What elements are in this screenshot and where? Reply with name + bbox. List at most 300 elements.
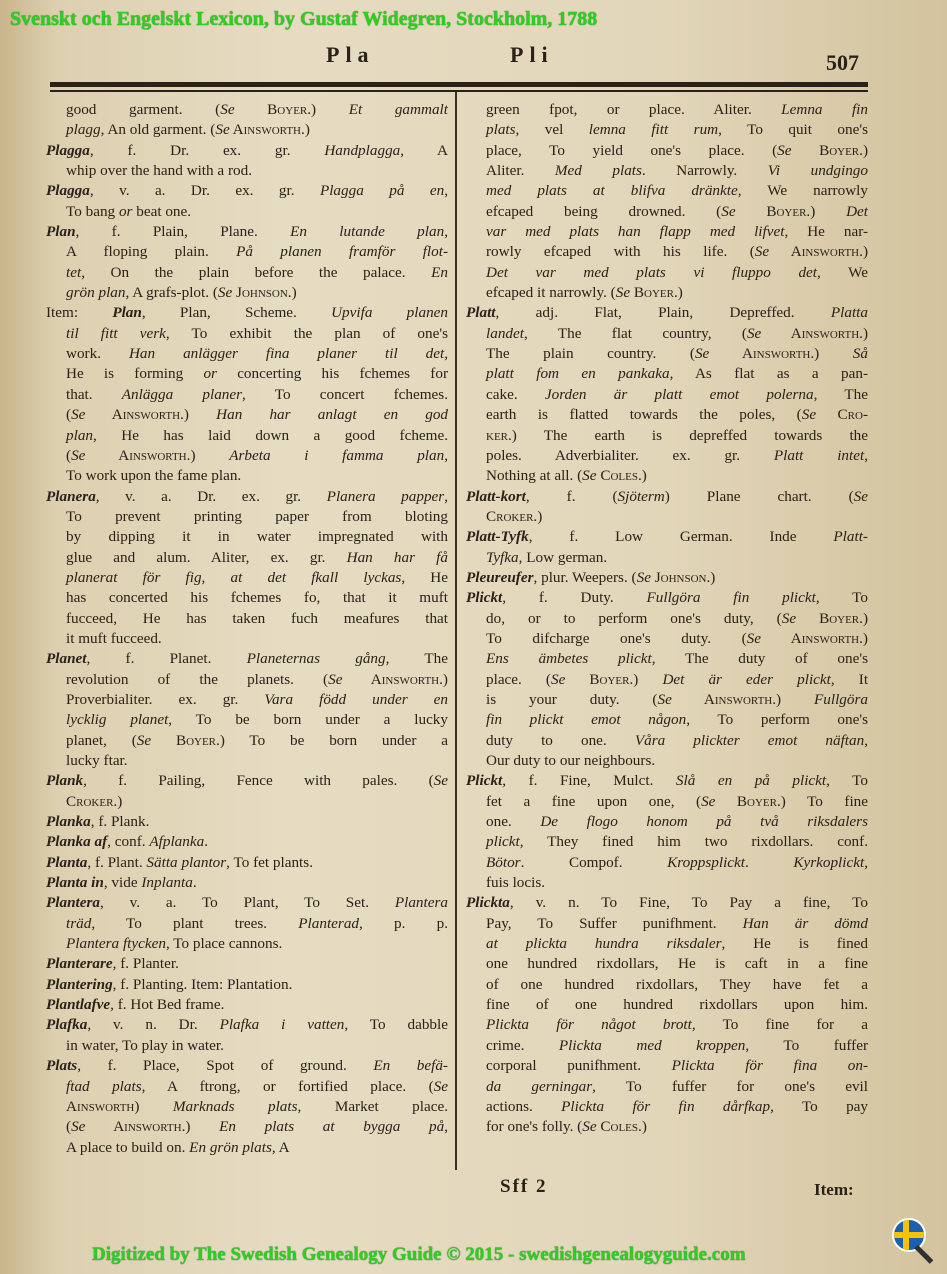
headword: Plan: [46, 223, 76, 241]
text-run: Se: [136, 731, 152, 749]
text-run: Se: [71, 446, 86, 464]
text-run: ,: [444, 223, 448, 241]
text-run: green fpot, or place. Aliter.: [486, 101, 782, 118]
text-run: , A: [400, 141, 448, 159]
text-run: Se: [582, 467, 597, 485]
text-run: lucky ftar.: [66, 752, 128, 769]
text-run: fuis locis.: [486, 874, 546, 892]
text-run: He is forming: [66, 365, 204, 383]
text-run: in water, To play in water.: [66, 1036, 224, 1054]
magnifier-handle-icon: [914, 1245, 933, 1264]
text-run: place, To yield one's place. (: [486, 141, 778, 159]
text-line: [46, 629, 448, 649]
text-line: [466, 629, 868, 649]
text-run: Coles.: [596, 467, 642, 485]
text-line: [46, 181, 448, 201]
text-run: . Narrowly.: [641, 162, 768, 180]
text-line: [46, 1015, 448, 1035]
text-run: , adj. Flat, Plain, Depreffed.: [495, 304, 831, 322]
text-run: . Compof.: [520, 853, 668, 871]
text-line: [466, 161, 868, 181]
text-run: , f. Low German. Inde: [528, 528, 834, 546]
text-run: Det var med plats vi fluppo det: [486, 263, 817, 281]
text-line: [46, 100, 448, 120]
text-line: [466, 303, 868, 323]
text-run: ) To fine: [780, 792, 868, 810]
text-run: , v. n. Dr.: [87, 1016, 220, 1034]
text-line: [466, 690, 868, 710]
text-line: [466, 527, 868, 547]
text-run: , f. Place, Spot of ground.: [77, 1057, 374, 1075]
text-run: of one hundred rixdollars, They have fet a: [486, 975, 868, 993]
headword: Plantlafve: [46, 996, 111, 1014]
text-run: ): [633, 670, 663, 688]
text-run: A place to build on.: [66, 1138, 190, 1156]
text-run: crime.: [486, 1036, 559, 1054]
text-line: [46, 710, 448, 730]
text-run: En plats at bygga på: [219, 1118, 445, 1136]
text-line: [466, 141, 868, 161]
text-run: Se: [582, 1118, 597, 1136]
text-run: Ainsworth.: [85, 406, 184, 424]
text-line: [466, 934, 868, 954]
text-run: glue and alum. Aliter, ex. gr.: [66, 548, 347, 566]
text-run: Coles.: [596, 1118, 642, 1136]
text-run: rowly efcaped with his life. (: [486, 243, 755, 261]
headword: Plank: [46, 772, 84, 790]
headword: Planka af: [46, 833, 108, 851]
text-line: [46, 690, 448, 710]
header-rule-thick: [50, 82, 868, 87]
text-line: [466, 954, 868, 974]
running-head-right: Pli: [510, 42, 554, 67]
text-run: ): [862, 243, 868, 261]
left-column: [46, 100, 448, 1158]
text-run: , v. a. Dr. ex. gr.: [95, 487, 327, 505]
text-run: ) To be born under a: [219, 731, 448, 749]
text-run: På planen framför flot-: [236, 243, 448, 261]
text-line: [46, 649, 448, 669]
text-run: , v. a. Dr. ex. gr.: [89, 182, 320, 200]
text-line: [46, 161, 448, 181]
text-run: , f. Hot Bed frame.: [110, 996, 225, 1014]
text-run: Aliter.: [486, 162, 555, 180]
text-run: ,: [444, 182, 448, 200]
text-line: [46, 242, 448, 262]
text-line: [46, 507, 448, 527]
text-run: Se: [777, 141, 792, 159]
catchword: Item:: [814, 1180, 854, 1199]
text-line: [46, 995, 448, 1015]
text-run: ): [190, 446, 230, 464]
text-run: Ainsworth.: [342, 670, 443, 688]
text-run: , A grafs-plot. (: [125, 284, 218, 302]
text-line: [46, 588, 448, 608]
text-run: , To exhibit the plan of one's: [165, 324, 448, 342]
text-run: Se: [853, 487, 868, 505]
text-line: [466, 344, 868, 364]
text-run: Afplanka: [149, 833, 205, 851]
text-run: En grön plats: [189, 1138, 272, 1156]
text-run: Sätta plantor: [146, 853, 227, 871]
text-run: Ainsworth.: [85, 446, 191, 464]
text-run: plickt: [486, 833, 520, 851]
text-run: planerat för fig, at det fkall lyckas: [66, 568, 402, 586]
text-line: [46, 812, 448, 832]
text-run: , The duty of one's: [651, 650, 868, 668]
text-run: , plur. Weepers. (: [533, 568, 637, 586]
text-line: [46, 1117, 448, 1137]
text-run: Nothing at all. (: [486, 467, 583, 485]
text-line: [466, 446, 868, 466]
running-head-left: Pla: [326, 42, 375, 67]
text-run: by dipping it in water impregnated with: [66, 528, 448, 546]
text-run: lycklig planet: [66, 711, 169, 729]
text-run: Arbeta i famma plan: [229, 446, 445, 464]
text-run: , f. Planet.: [86, 650, 247, 668]
text-line: [466, 771, 868, 791]
text-run: poles. Adverbialiter. ex. gr.: [486, 446, 774, 464]
text-line: [466, 426, 868, 446]
text-line: [466, 893, 868, 913]
text-run: , He: [401, 568, 448, 586]
text-run: Croker.: [66, 792, 118, 810]
headword: Planera: [46, 487, 96, 505]
text-line: [46, 1056, 448, 1076]
text-run: Upvifa planen: [331, 304, 448, 322]
text-run: , vide: [103, 874, 142, 892]
text-line: [466, 120, 868, 140]
text-line: [466, 1097, 868, 1117]
text-run: Ainsworth.: [769, 243, 863, 261]
text-line: [46, 832, 448, 852]
text-run: fet a fine upon one, (: [486, 792, 702, 810]
text-run: Boyer.: [630, 284, 678, 302]
text-run: ): [311, 101, 349, 118]
text-run: Proverbialiter. ex. gr.: [66, 690, 265, 708]
text-run: , conf.: [107, 833, 150, 851]
text-run: , To place cannons.: [165, 935, 283, 953]
text-line: [46, 1097, 448, 1117]
text-line: [46, 792, 448, 812]
text-run: ,: [444, 1118, 448, 1136]
text-run: or: [118, 202, 133, 220]
text-run: Planera papper: [326, 487, 445, 505]
text-run: .: [204, 833, 209, 851]
text-run: beat one.: [132, 202, 192, 220]
text-line: [466, 1117, 868, 1137]
text-run: is your duty. (: [486, 690, 658, 708]
text-run: , He has laid down a good fcheme.: [93, 426, 448, 444]
text-run: , f. (: [525, 487, 618, 505]
text-run: , To pay: [770, 1097, 868, 1115]
text-run: ): [810, 202, 847, 220]
text-line: [46, 405, 448, 425]
text-run: ): [710, 568, 716, 586]
text-run: Plickta för fin dårfkap: [561, 1097, 771, 1115]
headword: Plan: [112, 304, 142, 322]
text-run: Plantera ftycken: [66, 935, 166, 953]
text-line: [466, 832, 868, 852]
text-line: [466, 487, 868, 507]
text-run: , To quit one's: [718, 121, 868, 139]
text-run: Anlägga planer: [121, 385, 243, 403]
text-run: Plantera: [394, 894, 448, 912]
text-run: , The: [813, 385, 868, 403]
text-run: En: [431, 263, 448, 281]
text-run: Ainsworth.: [85, 1118, 186, 1136]
text-run: ): [117, 792, 123, 810]
text-run: Han har få: [346, 548, 448, 566]
text-run: plagg: [66, 121, 101, 139]
text-run: Se: [746, 324, 762, 342]
headword: Plafka: [46, 1016, 88, 1034]
headword: Platt-Tyfk: [466, 528, 529, 546]
text-run: efcaped being drowned. (: [486, 202, 722, 220]
text-run: concerting his fchemes for: [216, 365, 448, 383]
text-run: ,: [864, 731, 868, 749]
text-run: ,: [444, 487, 448, 505]
text-run: Fullgöra fin plickt: [646, 589, 816, 607]
text-line: [466, 975, 868, 995]
text-line: [466, 466, 868, 486]
text-run: Our duty to our neighbours.: [486, 752, 656, 769]
text-run: To prevent printing paper from bloting: [66, 507, 448, 525]
text-run: , It: [830, 670, 868, 688]
text-run: Se: [217, 284, 233, 302]
text-run: Sjöterm: [617, 487, 665, 505]
text-run: (: [66, 446, 72, 464]
text-line: [46, 120, 448, 140]
text-line: [466, 1077, 868, 1097]
text-line: [466, 263, 868, 283]
text-line: [466, 283, 868, 303]
text-run: Se: [71, 406, 86, 424]
text-run: Ainsworth: [66, 1097, 135, 1115]
text-run: one.: [486, 813, 541, 831]
text-run: Ainsworth.: [671, 690, 777, 708]
text-run: , As flat as a pan-: [669, 365, 868, 383]
text-run: ): [304, 121, 310, 139]
text-run: , f. Plain, Plane.: [75, 223, 291, 241]
text-run: ): [862, 141, 868, 159]
text-run: duty to one.: [486, 731, 635, 749]
text-line: [46, 466, 448, 486]
text-run: ): [677, 284, 683, 302]
text-run: ): [862, 629, 868, 647]
text-line: [466, 812, 868, 832]
text-run: Platt-: [833, 528, 868, 546]
text-run: To work upon the fame plan.: [66, 467, 242, 485]
text-run: , He nar-: [784, 223, 868, 241]
text-run: Plickta för fina on-: [671, 1057, 868, 1075]
text-run: , f. Planter.: [112, 955, 179, 973]
text-run: Planterad: [298, 914, 360, 932]
text-line: [466, 609, 868, 629]
text-run: Item:: [46, 304, 113, 322]
text-run: , To: [815, 589, 868, 607]
text-line: [46, 731, 448, 751]
text-run: Johnson.: [650, 568, 711, 586]
text-run: Se: [746, 629, 762, 647]
headword: Plickta: [466, 894, 510, 912]
text-run: Boyer.: [796, 609, 863, 627]
text-run: ): [641, 1118, 647, 1136]
text-run: Se: [701, 792, 716, 810]
text-run: Se: [71, 1118, 86, 1136]
text-line: [466, 588, 868, 608]
headword: Plantering: [46, 975, 113, 993]
text-run: Se: [433, 1077, 448, 1095]
text-run: ): [641, 467, 647, 485]
text-line: [466, 751, 868, 771]
text-run: one hundred rixdollars, He is caft in a fine: [486, 955, 868, 973]
text-run: To bang: [66, 202, 119, 220]
text-run: Det: [846, 202, 868, 220]
text-line: [46, 771, 448, 791]
text-line: [466, 222, 868, 242]
text-run: .: [192, 874, 197, 892]
text-run: Så: [852, 345, 868, 363]
text-run: ,: [864, 853, 868, 871]
text-line: [466, 202, 868, 222]
text-run: Se: [754, 243, 770, 261]
text-run: tet: [66, 263, 82, 281]
text-run: Se: [694, 345, 710, 363]
text-run: , The: [385, 650, 448, 668]
text-run: , Plan, Scheme.: [141, 304, 332, 322]
text-line: [46, 303, 448, 323]
text-run: Boyer.: [234, 101, 312, 118]
text-run: ) The earth is depreffed towards the: [511, 426, 868, 444]
text-run: ): [185, 1118, 220, 1136]
text-line: [466, 670, 868, 690]
text-run: platt fom en pankaka: [486, 365, 670, 383]
headword: Planta in: [46, 874, 104, 892]
text-run: A floping plain.: [66, 243, 237, 261]
text-run: , To be born under a lucky: [168, 711, 448, 729]
text-run: Croker.: [486, 507, 538, 525]
text-run: Ens ämbetes plickt: [486, 650, 652, 668]
text-line: [46, 670, 448, 690]
text-run: Vi undgingo: [767, 162, 868, 180]
column-divider: [455, 92, 457, 1170]
text-run: , The flat country, (: [523, 324, 747, 342]
text-line: [46, 609, 448, 629]
text-line: [46, 385, 448, 405]
text-run: Se: [433, 772, 448, 790]
text-run: ,: [444, 345, 448, 363]
text-run: Ainsworth.: [761, 324, 863, 342]
text-run: place. (: [486, 670, 551, 688]
text-line: [466, 873, 868, 893]
text-line: [46, 426, 448, 446]
text-run: Boyer.: [735, 202, 811, 220]
text-run: has concerted his fchemes fo, that it muft: [66, 589, 448, 607]
text-run: , f. Fine, Mulct.: [502, 772, 676, 790]
text-line: [46, 954, 448, 974]
text-line: [466, 710, 868, 730]
text-run: , To fuffer for one's evil: [592, 1077, 868, 1095]
text-line: [46, 324, 448, 344]
text-run: Se: [220, 101, 235, 118]
text-run: ) Plane chart. (: [664, 487, 854, 505]
text-run: , To perform one's: [686, 711, 868, 729]
text-run: Marknads plats: [172, 1097, 298, 1115]
text-run: do, or to perform one's duty, (: [486, 609, 782, 627]
text-run: cake.: [486, 385, 545, 403]
text-line: [466, 405, 868, 425]
text-run: Pay, To Suffer punifhment.: [486, 914, 743, 932]
text-run: träd: [66, 914, 92, 932]
text-run: lemna fitt rum: [588, 121, 719, 139]
text-run: earth is flatted towards the poles, (: [486, 406, 802, 424]
text-run: Se: [215, 121, 230, 139]
text-line: [466, 568, 868, 588]
headword: Plagga: [46, 182, 90, 200]
text-line: [46, 527, 448, 547]
text-line: [46, 344, 448, 364]
text-run: Boyer.: [151, 731, 220, 749]
text-run: Ainsworth.: [229, 121, 305, 139]
text-run: ftad plats: [66, 1077, 142, 1095]
text-run: Han anlägger fina planer til det: [128, 345, 445, 363]
text-run: da gerningar: [486, 1077, 593, 1095]
text-run: fin plickt emot någon: [486, 711, 687, 729]
text-line: [466, 100, 868, 120]
text-line: [46, 263, 448, 283]
text-run: Se: [615, 284, 631, 302]
text-run: Se: [721, 202, 736, 220]
text-run: revolution of the planets. (: [66, 670, 329, 688]
text-run: var med plats han flapp med lifvet: [486, 223, 785, 241]
text-line: [466, 853, 868, 873]
text-run: Inplanta: [141, 874, 193, 892]
headword: Pleureufer: [466, 568, 534, 586]
text-run: Se: [657, 690, 672, 708]
text-run: Bötor: [486, 853, 521, 871]
text-run: good garment. (: [66, 101, 221, 118]
text-run: til fitt verk: [66, 324, 166, 342]
text-run: , To: [826, 772, 868, 790]
text-line: [466, 364, 868, 384]
text-run: , f. Plant.: [87, 853, 147, 871]
text-run: , f. Dr. ex. gr.: [89, 141, 325, 159]
text-run: Se: [801, 406, 817, 424]
text-line: [46, 934, 448, 954]
text-run: work.: [66, 345, 129, 363]
text-run: En lutande plan: [290, 223, 445, 241]
text-run: Boyer.: [791, 141, 863, 159]
text-line: [466, 548, 868, 568]
text-line: [466, 385, 868, 405]
text-run: , They fined him two rixdollars. conf.: [519, 833, 868, 851]
text-line: [46, 487, 448, 507]
text-line: [46, 446, 448, 466]
text-run: Det är eder plickt: [662, 670, 831, 688]
text-run: The plain country. (: [486, 345, 695, 363]
text-run: ker.: [486, 426, 512, 444]
text-run: plan: [66, 426, 94, 444]
text-run: Platt intet: [773, 446, 865, 464]
text-run: ): [134, 1097, 173, 1115]
headword: Plantera: [46, 894, 101, 912]
text-run: Vara född under en: [264, 690, 448, 708]
text-run: ): [442, 670, 448, 688]
text-line: [46, 364, 448, 384]
text-run: it muft fucceed.: [66, 629, 162, 647]
text-run: Lemna fin: [781, 101, 868, 118]
